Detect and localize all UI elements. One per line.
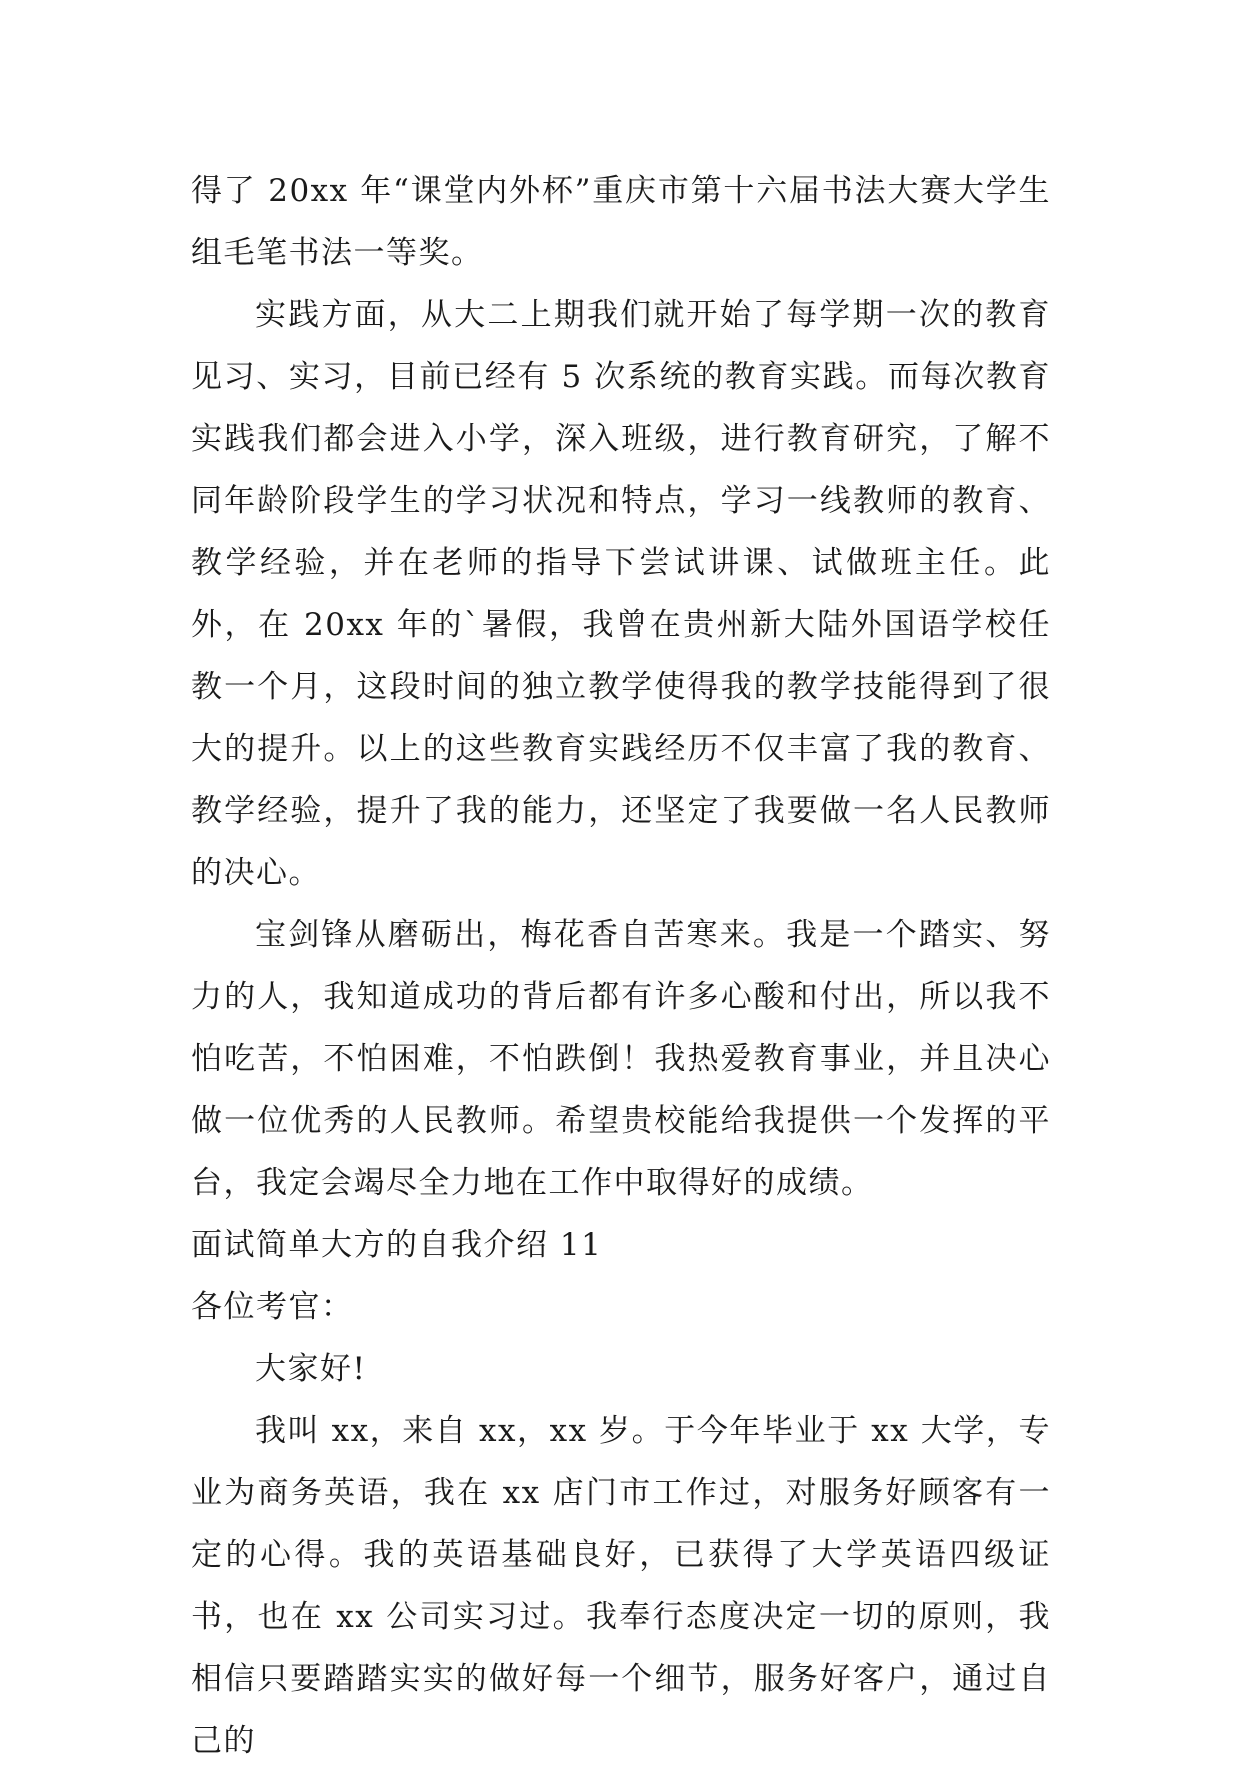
section-heading: 面试简单大方的自我介绍 11 xyxy=(191,1227,603,1263)
document-body xyxy=(191,160,1051,1772)
paragraph-determination: 宝剑锋从磨砺出，梅花香自苦寒来。我是一个踏实、努力的人，我知道成功的背后都有许多心酸和付出，所以我不怕吃苦，不怕困难，不怕跌倒！我热爱教育事业，并且决心做一位优秀的人民教师。希望贵校能给我提供一个发挥的平台，我定会竭尽全力地在工作中取得好的成绩。 xyxy=(191,917,1051,1201)
salutation: 各位考官： xyxy=(191,1289,354,1325)
greeting: 大家好! xyxy=(255,1351,367,1387)
paragraph-award-continuation: 得了 20xx 年“课堂内外杯”重庆市第十六届书法大赛大学生组毛笔书法一等奖。 xyxy=(191,173,1051,271)
paragraph-self-introduction: 我叫 xx，来自 xx，xx 岁。于今年毕业于 xx 大学，专业为商务英语，我在 xx 店门市工作过，对服务好顾客有一定的心得。我的英语基础良好，已获得了大学英语四级证书，也在 xx 公司实习过。我奉行态度决定一切的原则，我相信只要踏踏实实的做好每一个细节，服务好客户，通过自己的 xyxy=(191,1413,1051,1759)
paragraph-teaching-practice: 实践方面，从大二上期我们就开始了每学期一次的教育见习、实习，目前已经有 5 次系统的教育实践。而每次教育实践我们都会进入小学，深入班级，进行教育研究，了解不同年龄阶段学生的学习状况和特点，学习一线教师的教育、教学经验，并在老师的指导下尝试讲课、试做班主任。此外，在 20xx 年的`暑假，我曾在贵州新大陆外国语学校任教一个月，这段时间的独立教学使得我的教学技能得到了很大的提升。以上的这些教育实践经历不仅丰富了我的教育、教学经验，提升了我的能力，还坚定了我要做一名人民教师的决心。 xyxy=(191,297,1051,891)
